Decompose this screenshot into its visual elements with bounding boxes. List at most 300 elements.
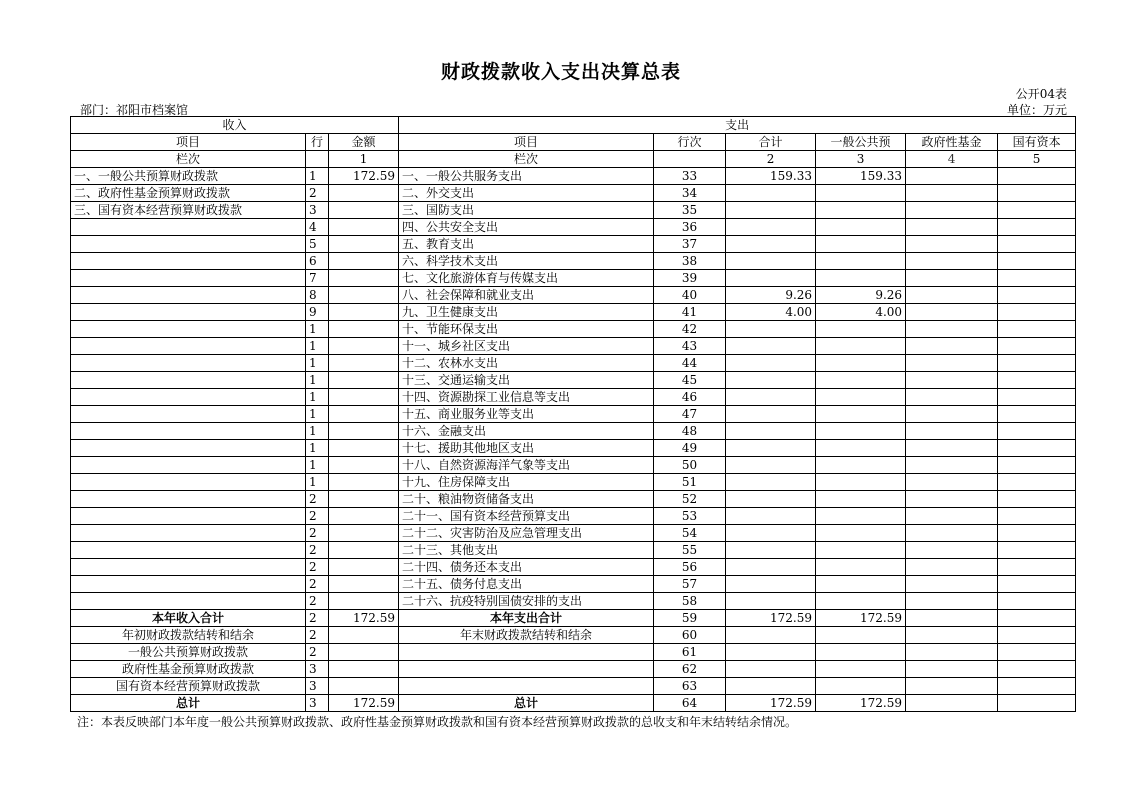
gov-fund-cell — [906, 559, 998, 576]
gov-fund-cell — [906, 355, 998, 372]
income-amount-header: 金额 — [329, 134, 399, 151]
table-row — [71, 559, 1076, 576]
general-budget-cell — [816, 508, 906, 525]
total-cell — [726, 236, 816, 253]
header-row-1 — [71, 117, 1076, 134]
gov-fund-cell — [906, 457, 998, 474]
expense-row-cell: 54 — [654, 525, 726, 542]
income-amount-cell — [329, 678, 399, 695]
income-item-cell: 二、政府性基金预算财政拨款 — [71, 185, 306, 202]
expense-item-cell: 八、社会保障和就业支出 — [399, 287, 654, 304]
income-row-cell: 1 — [306, 321, 329, 338]
expense-item-cell: 二、外交支出 — [399, 185, 654, 202]
expense-item-cell: 七、文化旅游体育与传媒支出 — [399, 270, 654, 287]
income-amount-cell — [329, 457, 399, 474]
income-row-header: 行 — [306, 134, 329, 151]
general-budget-cell — [816, 355, 906, 372]
income-item-cell — [71, 423, 306, 440]
income-item-cell: 一般公共预算财政拨款 — [71, 644, 306, 661]
gov-fund-cell — [906, 372, 998, 389]
income-amount-cell — [329, 576, 399, 593]
expense-row-cell: 44 — [654, 355, 726, 372]
expense-item-cell: 四、公共安全支出 — [399, 219, 654, 236]
expense-row-cell: 63 — [654, 678, 726, 695]
expense-item-cell — [399, 661, 654, 678]
table-row — [71, 321, 1076, 338]
expense-item-header: 项目 — [399, 134, 654, 151]
state-capital-cell — [998, 185, 1076, 202]
expense-item-cell: 二十二、灾害防治及应急管理支出 — [399, 525, 654, 542]
income-row-cell: 2 — [306, 576, 329, 593]
income-row-cell: 2 — [306, 491, 329, 508]
state-capital-cell — [998, 610, 1076, 627]
table-row — [71, 576, 1076, 593]
expense-item-cell: 本年支出合计 — [399, 610, 654, 627]
general-budget-cell — [816, 253, 906, 270]
gov-fund-cell — [906, 610, 998, 627]
table-row — [71, 304, 1076, 321]
income-amount-cell — [329, 287, 399, 304]
income-item-cell — [71, 287, 306, 304]
general-budget-cell — [816, 202, 906, 219]
income-amount-cell — [329, 389, 399, 406]
general-budget-cell: 4.00 — [816, 304, 906, 321]
income-item-cell — [71, 321, 306, 338]
expense-item-cell: 十八、自然资源海洋气象等支出 — [399, 457, 654, 474]
income-item-cell — [71, 236, 306, 253]
table-row — [71, 440, 1076, 457]
expense-row-cell: 46 — [654, 389, 726, 406]
income-item-cell — [71, 440, 306, 457]
total-cell — [726, 389, 816, 406]
income-item-cell — [71, 406, 306, 423]
income-item-header: 项目 — [71, 134, 306, 151]
general-budget-cell: 9.26 — [816, 287, 906, 304]
empty-cell — [306, 151, 329, 168]
income-item-cell — [71, 593, 306, 610]
income-row-cell: 1 — [306, 355, 329, 372]
gov-fund-cell — [906, 423, 998, 440]
col-4: 4 — [906, 151, 998, 168]
income-row-cell: 9 — [306, 304, 329, 321]
income-item-cell: 三、国有资本经营预算财政拨款 — [71, 202, 306, 219]
income-item-cell — [71, 508, 306, 525]
expense-row-cell: 50 — [654, 457, 726, 474]
income-row-cell: 1 — [306, 338, 329, 355]
expense-item-cell: 二十、粮油物资储备支出 — [399, 491, 654, 508]
income-amount-cell — [329, 219, 399, 236]
total-cell — [726, 542, 816, 559]
income-amount-cell — [329, 525, 399, 542]
expense-row-cell: 56 — [654, 559, 726, 576]
total-cell — [726, 406, 816, 423]
expense-row-cell: 57 — [654, 576, 726, 593]
expense-item-cell: 十、节能环保支出 — [399, 321, 654, 338]
expense-col-label: 栏次 — [399, 151, 654, 168]
income-item-cell — [71, 389, 306, 406]
expense-row-cell: 39 — [654, 270, 726, 287]
state-capital-cell — [998, 355, 1076, 372]
col-2: 2 — [726, 151, 816, 168]
budget-table — [70, 116, 1076, 712]
income-amount-cell — [329, 338, 399, 355]
expense-item-cell: 二十六、抗疫特别国债安排的支出 — [399, 593, 654, 610]
expense-row-cell: 62 — [654, 661, 726, 678]
table-row — [71, 542, 1076, 559]
total-cell — [726, 678, 816, 695]
income-item-cell — [71, 474, 306, 491]
table-row — [71, 219, 1076, 236]
col-1: 1 — [329, 151, 399, 168]
table-row — [71, 474, 1076, 491]
state-capital-cell — [998, 423, 1076, 440]
income-row-cell: 2 — [306, 185, 329, 202]
table-row — [71, 457, 1076, 474]
summary-row — [71, 644, 1076, 661]
state-capital-cell — [998, 440, 1076, 457]
state-capital-cell — [998, 525, 1076, 542]
income-row-cell: 7 — [306, 270, 329, 287]
state-capital-cell — [998, 202, 1076, 219]
income-row-cell: 3 — [306, 202, 329, 219]
expense-item-cell: 二十一、国有资本经营预算支出 — [399, 508, 654, 525]
gov-fund-cell — [906, 593, 998, 610]
general-budget-cell — [816, 321, 906, 338]
income-row-cell: 1 — [306, 423, 329, 440]
state-capital-cell — [998, 236, 1076, 253]
gov-fund-cell — [906, 525, 998, 542]
income-amount-cell — [329, 355, 399, 372]
expense-item-cell: 十七、援助其他地区支出 — [399, 440, 654, 457]
gov-fund-cell — [906, 304, 998, 321]
income-row-cell: 2 — [306, 542, 329, 559]
table-row — [71, 372, 1076, 389]
income-amount-cell — [329, 270, 399, 287]
general-budget-cell — [816, 593, 906, 610]
total-cell — [726, 253, 816, 270]
state-capital-cell — [998, 372, 1076, 389]
general-budget-cell — [816, 270, 906, 287]
total-cell: 172.59 — [726, 610, 816, 627]
table-row — [71, 287, 1076, 304]
gov-fund-cell — [906, 253, 998, 270]
expense-row-cell: 47 — [654, 406, 726, 423]
total-cell: 159.33 — [726, 168, 816, 185]
income-amount-cell — [329, 372, 399, 389]
table-row — [71, 423, 1076, 440]
expense-item-cell: 九、卫生健康支出 — [399, 304, 654, 321]
expense-item-cell: 总计 — [399, 695, 654, 712]
income-amount-cell — [329, 304, 399, 321]
state-capital-cell — [998, 253, 1076, 270]
gov-fund-cell — [906, 185, 998, 202]
gov-fund-cell — [906, 576, 998, 593]
expense-row-cell: 59 — [654, 610, 726, 627]
general-budget-cell — [816, 423, 906, 440]
summary-row — [71, 610, 1076, 627]
income-amount-cell — [329, 321, 399, 338]
income-amount-cell — [329, 185, 399, 202]
income-row-cell: 3 — [306, 678, 329, 695]
state-capital-cell — [998, 593, 1076, 610]
expense-row-cell: 37 — [654, 236, 726, 253]
total-cell — [726, 644, 816, 661]
general-budget-cell — [816, 389, 906, 406]
state-capital-cell — [998, 287, 1076, 304]
income-row-cell: 2 — [306, 559, 329, 576]
gov-fund-cell — [906, 474, 998, 491]
general-budget-cell — [816, 576, 906, 593]
income-row-cell: 1 — [306, 457, 329, 474]
total-cell — [726, 661, 816, 678]
income-amount-cell — [329, 559, 399, 576]
gov-fund-cell — [906, 406, 998, 423]
expense-row-cell: 33 — [654, 168, 726, 185]
income-item-cell — [71, 542, 306, 559]
general-budget-cell — [816, 525, 906, 542]
state-capital-cell — [998, 678, 1076, 695]
gov-fund-cell — [906, 542, 998, 559]
expense-row-cell: 52 — [654, 491, 726, 508]
income-row-cell: 2 — [306, 508, 329, 525]
income-row-cell: 1 — [306, 389, 329, 406]
expense-header: 支出 — [399, 117, 1076, 134]
total-cell — [726, 423, 816, 440]
income-amount-cell: 172.59 — [329, 610, 399, 627]
expense-row-cell: 49 — [654, 440, 726, 457]
general-budget-cell — [816, 559, 906, 576]
form-number: 公开04表 — [1015, 87, 1067, 101]
expense-row-header: 行次 — [654, 134, 726, 151]
general-budget-cell — [816, 474, 906, 491]
gov-fund-cell — [906, 678, 998, 695]
table-row — [71, 202, 1076, 219]
general-budget-cell — [816, 661, 906, 678]
state-capital-cell — [998, 491, 1076, 508]
expense-row-cell: 51 — [654, 474, 726, 491]
expense-row-cell: 42 — [654, 321, 726, 338]
state-capital-cell — [998, 168, 1076, 185]
expense-row-cell: 34 — [654, 185, 726, 202]
expense-item-cell: 十三、交通运输支出 — [399, 372, 654, 389]
expense-row-cell: 61 — [654, 644, 726, 661]
expense-row-cell: 45 — [654, 372, 726, 389]
income-row-cell: 3 — [306, 695, 329, 712]
income-row-cell: 1 — [306, 406, 329, 423]
income-amount-cell — [329, 236, 399, 253]
income-item-cell: 年初财政拨款结转和结余 — [71, 627, 306, 644]
table-row — [71, 389, 1076, 406]
income-amount-cell: 172.59 — [329, 168, 399, 185]
table-row — [71, 491, 1076, 508]
expense-item-cell: 六、科学技术支出 — [399, 253, 654, 270]
table-row — [71, 236, 1076, 253]
income-item-cell — [71, 355, 306, 372]
total-cell: 9.26 — [726, 287, 816, 304]
income-item-cell — [71, 491, 306, 508]
income-col-label: 栏次 — [71, 151, 306, 168]
gov-fund-cell — [906, 695, 998, 712]
table-row — [71, 406, 1076, 423]
income-item-cell — [71, 525, 306, 542]
income-amount-cell — [329, 423, 399, 440]
general-budget-cell: 172.59 — [816, 695, 906, 712]
state-capital-cell — [998, 542, 1076, 559]
expense-item-cell: 十六、金融支出 — [399, 423, 654, 440]
expense-row-cell: 64 — [654, 695, 726, 712]
state-capital-cell — [998, 270, 1076, 287]
income-amount-cell — [329, 593, 399, 610]
department-label: 部门：祁阳市档案馆 — [80, 103, 189, 117]
expense-row-cell: 35 — [654, 202, 726, 219]
total-cell — [726, 185, 816, 202]
general-budget-cell — [816, 678, 906, 695]
expense-row-cell: 48 — [654, 423, 726, 440]
state-capital-cell — [998, 389, 1076, 406]
expense-row-cell: 55 — [654, 542, 726, 559]
general-budget-cell — [816, 372, 906, 389]
total-cell — [726, 372, 816, 389]
general-budget-cell: 172.59 — [816, 610, 906, 627]
expense-item-cell — [399, 644, 654, 661]
expense-item-cell: 二十五、债务付息支出 — [399, 576, 654, 593]
summary-row — [71, 661, 1076, 678]
total-cell — [726, 338, 816, 355]
general-budget-cell: 159.33 — [816, 168, 906, 185]
expense-row-cell: 43 — [654, 338, 726, 355]
table-row — [71, 168, 1076, 185]
income-row-cell: 5 — [306, 236, 329, 253]
total-cell — [726, 491, 816, 508]
income-row-cell: 8 — [306, 287, 329, 304]
empty-cell — [654, 151, 726, 168]
total-cell — [726, 593, 816, 610]
gov-fund-cell — [906, 440, 998, 457]
expense-item-cell: 一、一般公共服务支出 — [399, 168, 654, 185]
gov-fund-cell — [906, 389, 998, 406]
income-item-cell — [71, 576, 306, 593]
income-item-cell: 一、一般公共预算财政拨款 — [71, 168, 306, 185]
table-row — [71, 185, 1076, 202]
table-row — [71, 270, 1076, 287]
income-amount-cell — [329, 661, 399, 678]
table-row — [71, 355, 1076, 372]
state-capital-cell — [998, 321, 1076, 338]
col-3: 3 — [816, 151, 906, 168]
state-capital-cell — [998, 219, 1076, 236]
col-5: 5 — [998, 151, 1076, 168]
gov-fund-cell — [906, 627, 998, 644]
header-row-2 — [71, 134, 1076, 151]
general-budget-cell — [816, 338, 906, 355]
income-row-cell: 2 — [306, 644, 329, 661]
state-capital-cell — [998, 508, 1076, 525]
income-row-cell: 1 — [306, 372, 329, 389]
income-item-cell — [71, 559, 306, 576]
table-row — [71, 593, 1076, 610]
income-amount-cell — [329, 644, 399, 661]
general-budget-cell — [816, 644, 906, 661]
total-cell: 4.00 — [726, 304, 816, 321]
income-amount-cell — [329, 508, 399, 525]
total-cell — [726, 576, 816, 593]
income-row-cell: 1 — [306, 474, 329, 491]
expense-item-cell: 十九、住房保障支出 — [399, 474, 654, 491]
total-cell — [726, 627, 816, 644]
income-item-cell — [71, 457, 306, 474]
income-item-cell: 本年收入合计 — [71, 610, 306, 627]
state-capital-cell — [998, 576, 1076, 593]
income-item-cell — [71, 338, 306, 355]
income-header: 收入 — [71, 117, 399, 134]
income-row-cell: 1 — [306, 168, 329, 185]
state-capital-cell — [998, 695, 1076, 712]
expense-item-cell: 十二、农林水支出 — [399, 355, 654, 372]
total-cell — [726, 270, 816, 287]
income-amount-cell — [329, 440, 399, 457]
expense-item-cell: 十一、城乡社区支出 — [399, 338, 654, 355]
income-row-cell: 4 — [306, 219, 329, 236]
total-cell: 172.59 — [726, 695, 816, 712]
income-amount-cell — [329, 491, 399, 508]
income-row-cell: 2 — [306, 627, 329, 644]
total-cell — [726, 219, 816, 236]
state-capital-header: 国有资本 — [998, 134, 1076, 151]
income-item-cell — [71, 253, 306, 270]
income-row-cell: 3 — [306, 661, 329, 678]
general-budget-header: 一般公共预 — [816, 134, 906, 151]
income-amount-cell — [329, 202, 399, 219]
total-cell — [726, 202, 816, 219]
total-cell — [726, 355, 816, 372]
expense-item-cell: 十四、资源勘探工业信息等支出 — [399, 389, 654, 406]
gov-fund-cell — [906, 219, 998, 236]
income-item-cell — [71, 219, 306, 236]
summary-row — [71, 695, 1076, 712]
expense-row-cell: 58 — [654, 593, 726, 610]
income-item-cell — [71, 304, 306, 321]
header-row-3 — [71, 151, 1076, 168]
total-cell — [726, 457, 816, 474]
gov-fund-cell — [906, 168, 998, 185]
total-cell — [726, 440, 816, 457]
income-item-cell: 政府性基金预算财政拨款 — [71, 661, 306, 678]
gov-fund-cell — [906, 508, 998, 525]
income-amount-cell — [329, 406, 399, 423]
general-budget-cell — [816, 542, 906, 559]
expense-row-cell: 36 — [654, 219, 726, 236]
table-row — [71, 338, 1076, 355]
gov-fund-cell — [906, 491, 998, 508]
state-capital-cell — [998, 457, 1076, 474]
total-cell — [726, 508, 816, 525]
general-budget-cell — [816, 219, 906, 236]
income-row-cell: 2 — [306, 593, 329, 610]
state-capital-cell — [998, 304, 1076, 321]
expense-item-cell: 二十三、其他支出 — [399, 542, 654, 559]
state-capital-cell — [998, 559, 1076, 576]
gov-fund-cell — [906, 644, 998, 661]
income-row-cell: 1 — [306, 440, 329, 457]
expense-item-cell — [399, 678, 654, 695]
general-budget-cell — [816, 236, 906, 253]
income-amount-cell: 172.59 — [329, 695, 399, 712]
income-amount-cell — [329, 627, 399, 644]
income-item-cell: 国有资本经营预算财政拨款 — [71, 678, 306, 695]
expense-item-cell: 年末财政拨款结转和结余 — [399, 627, 654, 644]
income-amount-cell — [329, 542, 399, 559]
income-amount-cell — [329, 253, 399, 270]
